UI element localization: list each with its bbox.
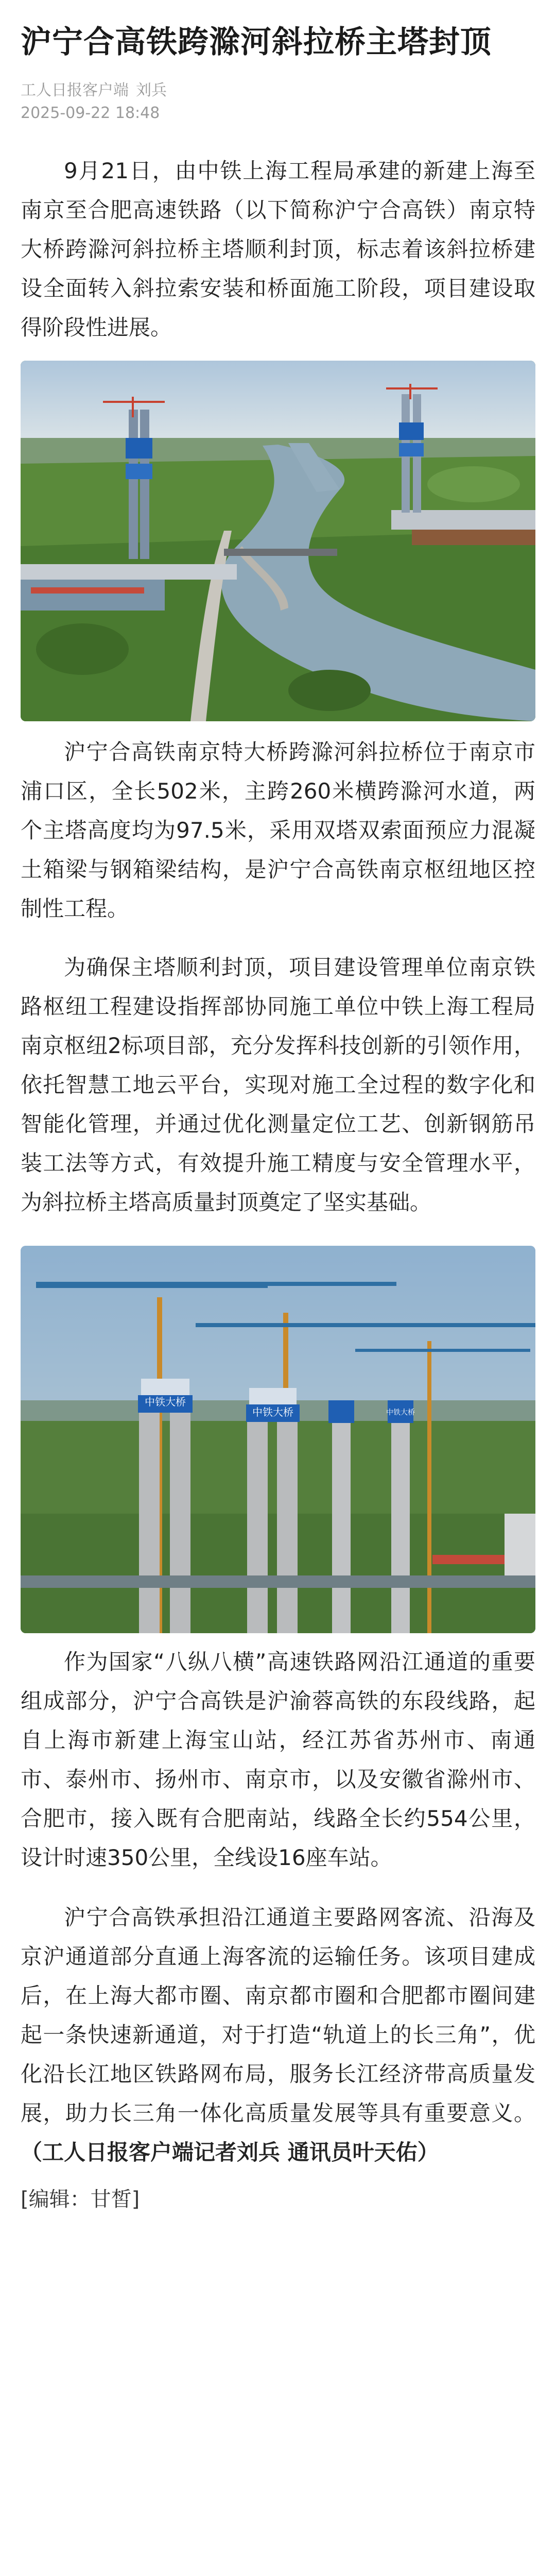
source-name: 工人日报客户端 — [21, 81, 129, 99]
aerial-photo-drawing — [21, 361, 535, 721]
aerial-bridge-river-photo[interactable] — [21, 361, 535, 721]
paragraph-4: 作为国家“八纵八横”高速铁路网沿江通道的重要组成部分，沪宁合高铁是沪渝蓉高铁的东段线路，起自上海市新建上海宝山站，经江苏省苏州市、南通市、泰州市、扬州市、南京市，以及安徽省滁州市、合肥市，接入既有合肥南站，线路全长约554公里，设计时速350公里，全线设16座车站。 — [21, 1649, 535, 1870]
bridge-towers-cranes-photo[interactable] — [21, 1246, 535, 1633]
towers-photo-drawing — [21, 1246, 535, 1633]
byline — [21, 79, 535, 102]
article-meta — [21, 79, 535, 125]
paragraph-2: 沪宁合高铁南京特大桥跨滁河斜拉桥位于南京市浦口区，全长502米，主跨260米横跨滁河水道，两个主塔高度均为97.5米，采用双塔双索面预应力混凝土箱梁与钢箱梁结构，是沪宁合高铁南京枢纽地区控制性工程。 — [21, 739, 535, 921]
paragraph-5 — [21, 1898, 535, 2172]
paragraph-3: 为确保主塔顺利封顶，项目建设管理单位南京铁路枢纽工程建设指挥部协同施工单位中铁上海工程局南京枢纽2标项目部，充分发挥科技创新的引领作用，依托智慧工地云平台，实现对施工全过程的数字化和智能化管理，并通过优化测量定位工艺、创新钢筋吊装工法等方式，有效提升施工精度与安全管理水平，为斜拉桥主塔高质量封顶奠定了坚实基础。 — [21, 955, 535, 1215]
editor-note: [编辑：甘皙] — [21, 2188, 140, 2211]
author-name: 刘兵 — [136, 81, 167, 99]
tower-sign-2: 中铁大桥 — [252, 1406, 293, 1418]
author-credit: （工人日报客户端记者刘兵 通讯员叶天佑） — [21, 2140, 439, 2165]
paragraph-1: 9月21日，由中铁上海工程局承建的新建上海至南京至合肥高速铁路（以下简称沪宁合高铁）南京特大桥跨滁河斜拉桥主塔顺利封顶，标志着该斜拉桥建设全面转入斜拉索安装和桥面施工阶段，项目建设取得阶段性进展。 — [21, 158, 535, 340]
publish-time: 2025-09-22 18:48 — [21, 104, 160, 122]
tower-sign-1: 中铁大桥 — [145, 1396, 186, 1408]
paragraph-5-body: 沪宁合高铁承担沿江通道主要路网客流、沿海及京沪通道部分直通上海客流的运输任务。该项目建成后，在上海大都市圈、南京都市圈和合肥都市圈间建起一条快速新通道，对于打造“轨道上的长三角”，优化沿长江地区铁路网布局，服务长江经济带高质量发展，助力长三角一体化高质量发展等具有重要意义。 — [21, 1905, 535, 2126]
tower-sign-3: 中铁大桥 — [386, 1409, 415, 1417]
article-title: 沪宁合高铁跨滁河斜拉桥主塔封顶 — [21, 24, 492, 60]
